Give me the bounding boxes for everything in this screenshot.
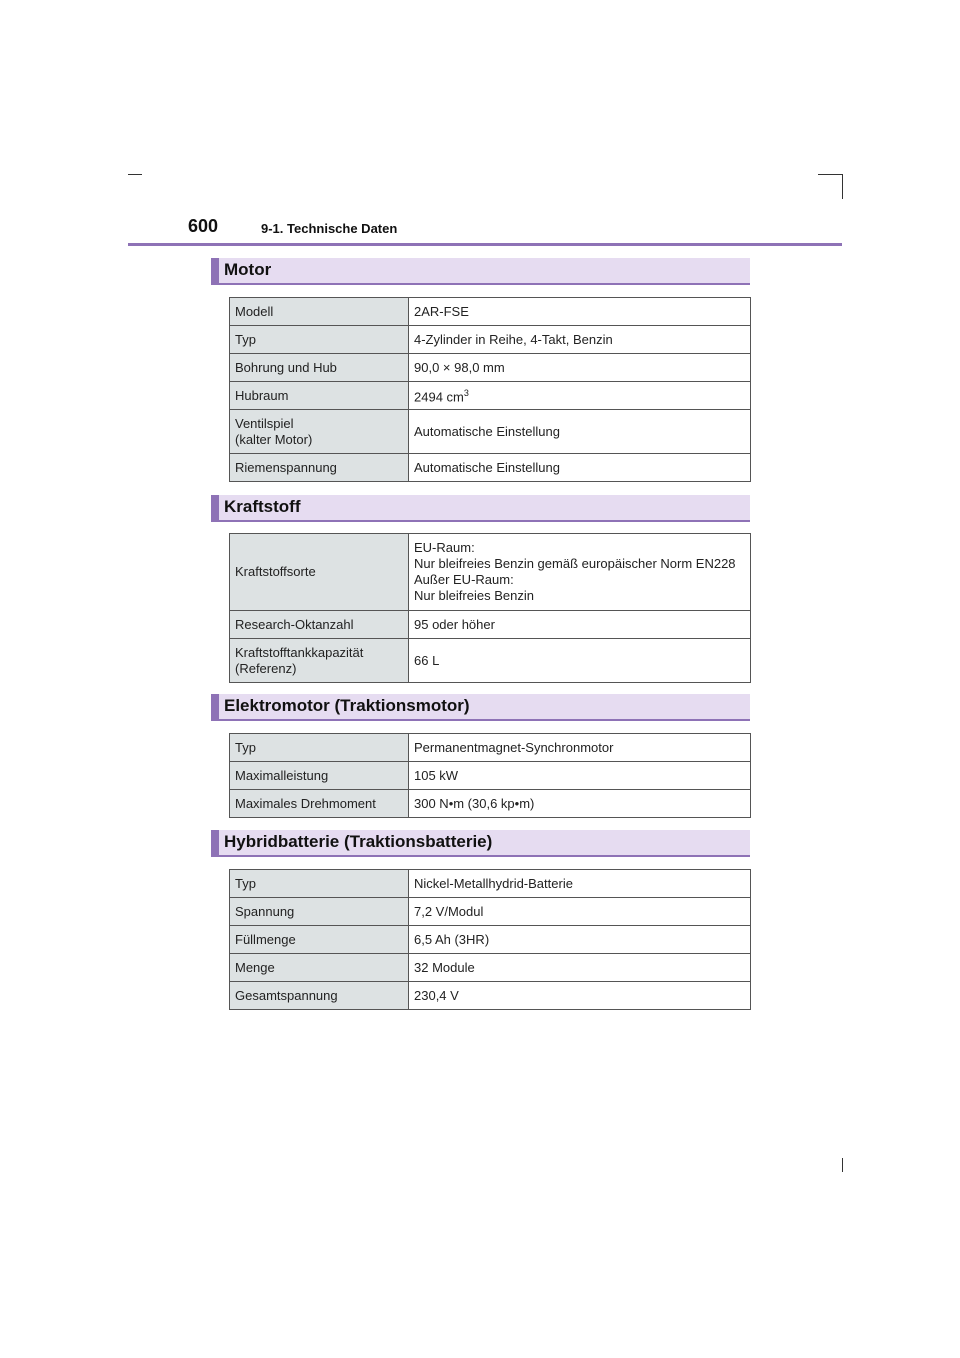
row-label: Typ <box>230 734 409 762</box>
row-label: Modell <box>230 298 409 326</box>
section-title-motor: Motor <box>211 258 750 285</box>
table-row <box>230 326 751 354</box>
row-value: 7,2 V/Modul <box>409 898 751 926</box>
table-row <box>230 454 751 482</box>
row-label: Bohrung und Hub <box>230 354 409 382</box>
section-title-elektromotor: Elektromotor (Traktionsmotor) <box>211 694 750 721</box>
table-row <box>230 870 751 898</box>
row-value: 300 N•m (30,6 kp•m) <box>409 790 751 818</box>
row-value: 105 kW <box>409 762 751 790</box>
row-value: 2AR-FSE <box>409 298 751 326</box>
table-row <box>230 982 751 1010</box>
table-row <box>230 534 751 611</box>
table-row <box>230 762 751 790</box>
section-title-kraftstoff: Kraftstoff <box>211 495 750 522</box>
row-value: Automatische Einstellung <box>409 410 751 454</box>
table-row <box>230 354 751 382</box>
row-value: EU-Raum: Nur bleifreies Benzin gemäß europäischer Norm EN228 Außer EU-Raum: Nur bleifreies Benzin <box>409 534 751 611</box>
table-row <box>230 298 751 326</box>
row-value: Nickel-Metallhydrid-Batterie <box>409 870 751 898</box>
row-value: 95 oder höher <box>409 611 751 639</box>
row-value: Permanentmagnet-Synchronmotor <box>409 734 751 762</box>
chapter-title: 9-1. Technische Daten <box>261 221 398 236</box>
row-label: Hubraum <box>230 382 409 410</box>
row-label: Menge <box>230 954 409 982</box>
row-value: 32 Module <box>409 954 751 982</box>
row-value: 90,0 × 98,0 mm <box>409 354 751 382</box>
table-row <box>230 611 751 639</box>
crop-mark-top-right-v <box>842 174 843 199</box>
row-label: Kraftstofftankkapazität (Referenz) <box>230 639 409 683</box>
spec-table-motor <box>229 297 751 482</box>
row-label: Gesamtspannung <box>230 982 409 1010</box>
table-row <box>230 410 751 454</box>
spec-table-elektromotor <box>229 733 751 818</box>
row-label: Typ <box>230 326 409 354</box>
row-value: 230,4 V <box>409 982 751 1010</box>
row-label: Spannung <box>230 898 409 926</box>
crop-mark-bottom-right <box>842 1158 843 1172</box>
crop-mark-top-right-h <box>818 174 843 175</box>
table-row <box>230 954 751 982</box>
row-value: Automatische Einstellung <box>409 454 751 482</box>
header-rule <box>128 243 842 246</box>
displacement-unit-exponent: 3 <box>463 388 469 399</box>
section-title-hybridbatterie: Hybridbatterie (Traktionsbatterie) <box>211 830 750 857</box>
spec-table-hybridbatterie <box>229 869 751 1010</box>
page-number: 600 <box>188 216 219 236</box>
page-header <box>128 212 842 246</box>
spec-table-kraftstoff <box>229 533 751 683</box>
table-row <box>230 382 751 410</box>
row-label: Maximales Drehmoment <box>230 790 409 818</box>
row-value: 6,5 Ah (3HR) <box>409 926 751 954</box>
row-label: Riemenspannung <box>230 454 409 482</box>
table-row <box>230 734 751 762</box>
row-value-displacement <box>409 382 751 410</box>
row-label: Maximalleistung <box>230 762 409 790</box>
table-row <box>230 926 751 954</box>
row-label: Füllmenge <box>230 926 409 954</box>
row-label: Kraftstoffsorte <box>230 534 409 611</box>
row-label: Ventilspiel (kalter Motor) <box>230 410 409 454</box>
row-value: 4-Zylinder in Reihe, 4-Takt, Benzin <box>409 326 751 354</box>
displacement-value: 2494 cm <box>414 389 464 405</box>
row-value: 66 L <box>409 639 751 683</box>
crop-mark-top-left <box>128 174 142 175</box>
table-row <box>230 639 751 683</box>
table-row <box>230 898 751 926</box>
row-label: Typ <box>230 870 409 898</box>
row-label: Research-Oktanzahl <box>230 611 409 639</box>
table-row <box>230 790 751 818</box>
